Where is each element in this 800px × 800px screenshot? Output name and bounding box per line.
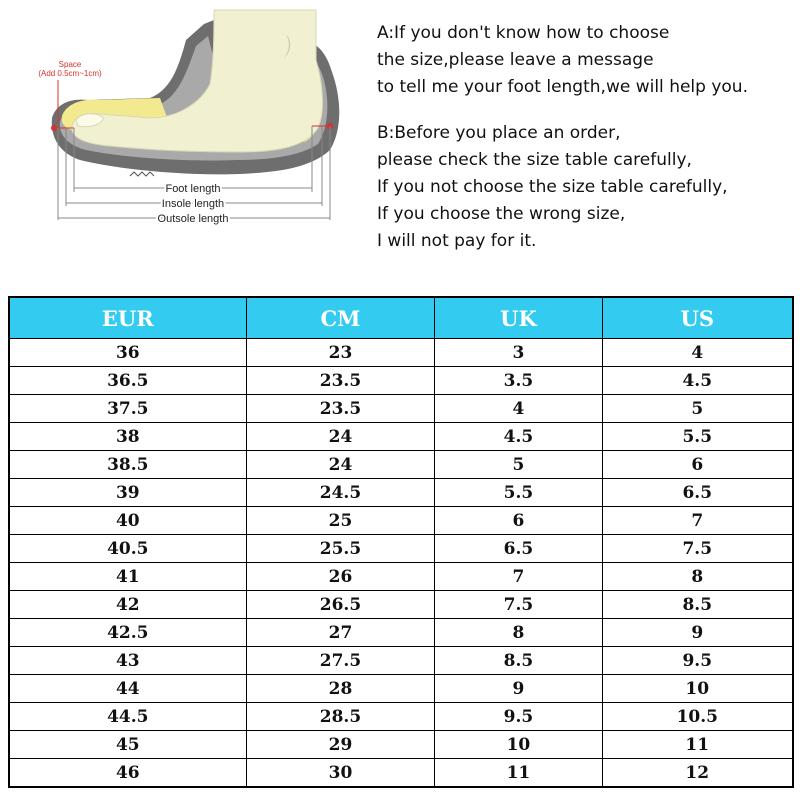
cell-eur: 40.5 — [9, 535, 246, 563]
table-row — [9, 675, 793, 703]
column-header-uk: UK — [435, 297, 602, 339]
cell-us: 9 — [602, 619, 793, 647]
cell-eur: 45 — [9, 731, 246, 759]
cell-uk: 5 — [435, 451, 602, 479]
table-row — [9, 339, 793, 367]
cell-eur: 44 — [9, 675, 246, 703]
cell-cm: 23.5 — [246, 367, 435, 395]
column-header-cm: CM — [246, 297, 435, 339]
cell-us: 12 — [602, 759, 793, 788]
cell-uk: 4.5 — [435, 423, 602, 451]
cell-us: 5.5 — [602, 423, 793, 451]
cell-cm: 23 — [246, 339, 435, 367]
cell-us: 4 — [602, 339, 793, 367]
cell-eur: 36 — [9, 339, 246, 367]
cell-us: 7.5 — [602, 535, 793, 563]
cell-us: 10.5 — [602, 703, 793, 731]
table-row — [9, 619, 793, 647]
outsole-length-label: Outsole length — [157, 213, 229, 225]
cell-eur: 40 — [9, 507, 246, 535]
note-line: please check the size table carefully, — [377, 150, 692, 170]
cell-cm: 28 — [246, 675, 435, 703]
cell-eur: 42 — [9, 591, 246, 619]
cell-uk: 8 — [435, 619, 602, 647]
cell-cm: 28.5 — [246, 703, 435, 731]
table-row — [9, 423, 793, 451]
cell-eur: 43 — [9, 647, 246, 675]
cell-eur: 36.5 — [9, 367, 246, 395]
cell-us: 8.5 — [602, 591, 793, 619]
cell-uk: 7 — [435, 563, 602, 591]
shoe-cross-section-illustration — [0, 0, 360, 290]
cell-uk: 9.5 — [435, 703, 602, 731]
cell-uk: 6.5 — [435, 535, 602, 563]
table-header-row — [9, 297, 793, 339]
cell-cm: 23.5 — [246, 395, 435, 423]
foot-length-label: Foot length — [165, 183, 221, 195]
cell-us: 6 — [602, 451, 793, 479]
table-row — [9, 395, 793, 423]
cell-uk: 8.5 — [435, 647, 602, 675]
note-line: A:If you don't know how to choose — [377, 23, 670, 43]
note-line: If you not choose the size table carefully, — [377, 177, 728, 197]
cell-us: 7 — [602, 507, 793, 535]
cell-uk: 11 — [435, 759, 602, 788]
cell-uk: 9 — [435, 675, 602, 703]
cell-cm: 24 — [246, 451, 435, 479]
table-row — [9, 731, 793, 759]
cell-eur: 44.5 — [9, 703, 246, 731]
cell-uk: 6 — [435, 507, 602, 535]
size-chart-table — [8, 296, 794, 788]
column-header-eur: EUR — [9, 297, 246, 339]
cell-eur: 39 — [9, 479, 246, 507]
cell-us: 8 — [602, 563, 793, 591]
note-line: to tell me your foot length,we will help you. — [377, 77, 748, 97]
note-line: I will not pay for it. — [377, 231, 537, 251]
table-row — [9, 563, 793, 591]
cell-us: 4.5 — [602, 367, 793, 395]
zigzag-marker — [130, 172, 154, 176]
cell-uk: 3.5 — [435, 367, 602, 395]
cell-cm: 27 — [246, 619, 435, 647]
cell-eur: 37.5 — [9, 395, 246, 423]
column-header-us: US — [602, 297, 793, 339]
cell-cm: 27.5 — [246, 647, 435, 675]
cell-cm: 24 — [246, 423, 435, 451]
cell-uk: 5.5 — [435, 479, 602, 507]
cell-eur: 46 — [9, 759, 246, 788]
table-row — [9, 703, 793, 731]
cell-cm: 24.5 — [246, 479, 435, 507]
cell-cm: 26 — [246, 563, 435, 591]
note-line: B:Before you place an order, — [377, 123, 621, 143]
table-body — [9, 339, 793, 788]
cell-uk: 7.5 — [435, 591, 602, 619]
cell-eur: 41 — [9, 563, 246, 591]
shoe-size-diagram — [0, 0, 360, 290]
cell-eur: 42.5 — [9, 619, 246, 647]
cell-us: 6.5 — [602, 479, 793, 507]
cell-us: 5 — [602, 395, 793, 423]
cell-cm: 25 — [246, 507, 435, 535]
table-row — [9, 535, 793, 563]
note-gap — [377, 101, 787, 120]
cell-us: 9.5 — [602, 647, 793, 675]
cell-uk: 4 — [435, 395, 602, 423]
cell-cm: 30 — [246, 759, 435, 788]
table-row — [9, 647, 793, 675]
cell-cm: 25.5 — [246, 535, 435, 563]
cell-uk: 3 — [435, 339, 602, 367]
table-row — [9, 451, 793, 479]
space-note: (Add 0.5cm~1cm) — [38, 69, 102, 78]
cell-eur: 38.5 — [9, 451, 246, 479]
cell-eur: 38 — [9, 423, 246, 451]
table-row — [9, 759, 793, 788]
cell-us: 11 — [602, 731, 793, 759]
cell-uk: 10 — [435, 731, 602, 759]
table-row — [9, 507, 793, 535]
note-line: If you choose the wrong size, — [377, 204, 626, 224]
note-line: the size,please leave a message — [377, 50, 654, 70]
table-row — [9, 591, 793, 619]
table-row — [9, 479, 793, 507]
cell-cm: 29 — [246, 731, 435, 759]
cell-us: 10 — [602, 675, 793, 703]
insole-length-label: Insole length — [161, 198, 225, 210]
cell-cm: 26.5 — [246, 591, 435, 619]
table-row — [9, 367, 793, 395]
size-instructions — [377, 20, 787, 255]
space-label: Space — [58, 60, 82, 69]
